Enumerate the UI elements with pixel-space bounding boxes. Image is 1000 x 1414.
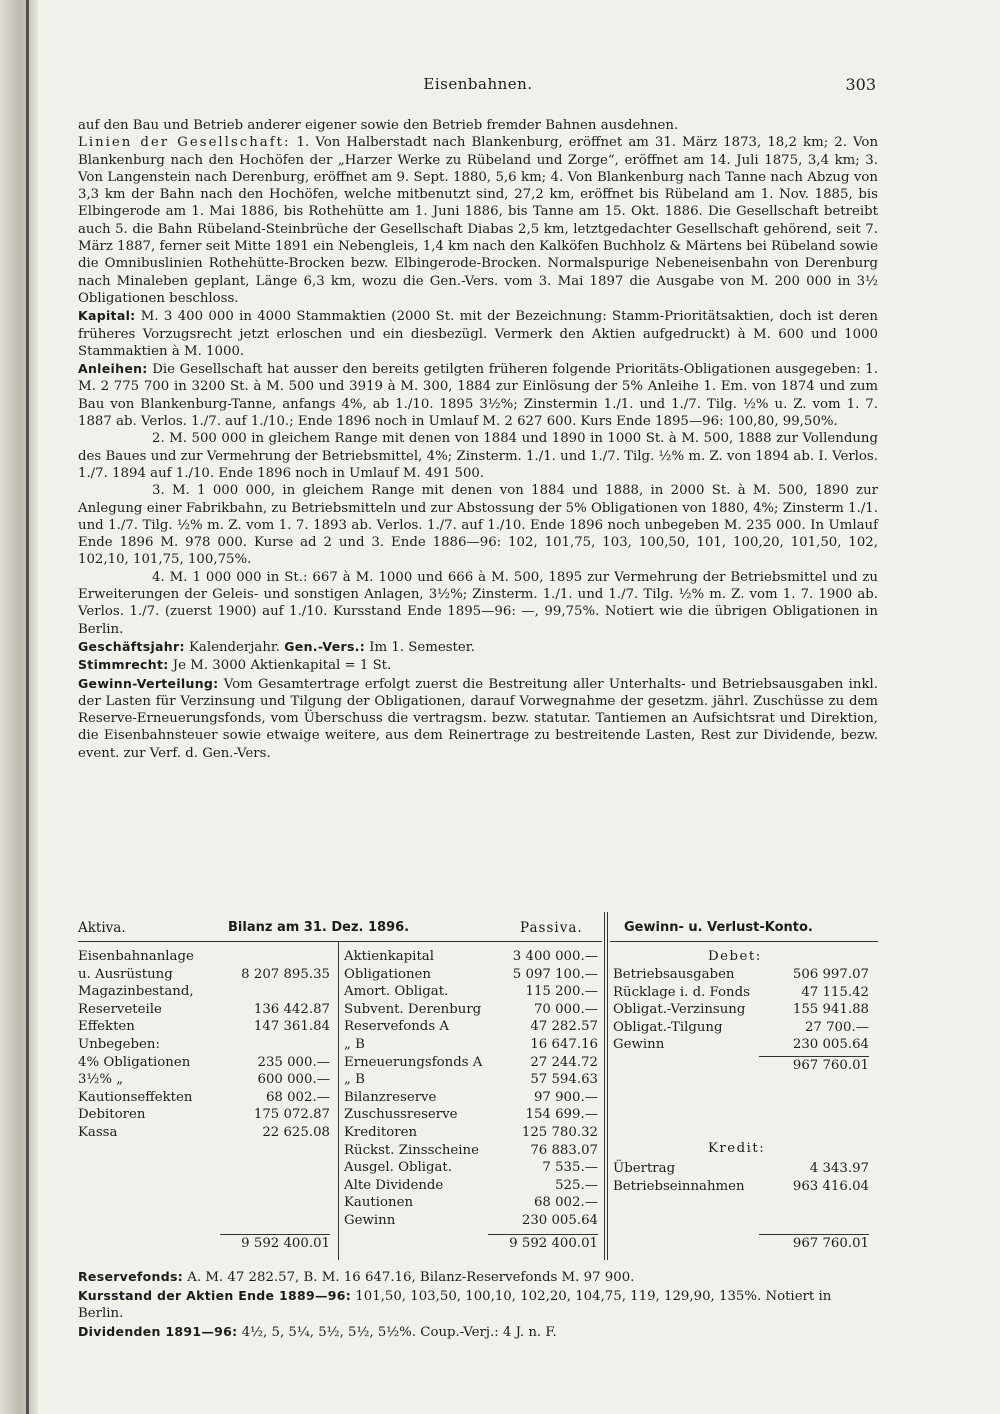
passiva-row-label: Erneuerungsfonds A <box>344 1054 483 1070</box>
paragraph-text: Vom Gesamtertrage erfolgt zuerst die Bestreitung aller Unterhalts- und Betriebsausgaben inkl. der Lasten für Verzinsung und Tilgung der Obligationen, darauf Vorwegnahme der gesetzm. jährl. Zuschüsse zu dem Reserve-Erneuerungsfonds, vom Überschuss die vertragsm. bezw. statutar. Tantiemen an Aufsichtsrat und Direktion, die Eisenbahnsteuer sowie etwaige weitere, aus dem Reinertrage zu bestreitende Lasten, Rest zur Dividende, bezw. event. zur Verf. d. Gen.-Vers. <box>78 676 878 761</box>
footer-note-text: 4½, 5, 5¼, 5½, 5½, 5½%. Coup.-Verj.: 4 J. n. F. <box>237 1324 557 1340</box>
footer-note-label: Dividenden 1891—96: <box>78 1323 238 1339</box>
passiva-row-label: Gewinn <box>344 1213 396 1228</box>
passiva-row <box>344 1089 598 1107</box>
aktiva-row <box>78 1106 330 1124</box>
passiva-row-label: Rückst. Zinsscheine <box>344 1142 479 1158</box>
debet-row-amount: 27 700.— <box>804 1019 869 1035</box>
aktiva-row <box>78 948 330 966</box>
debet-row <box>613 1001 869 1019</box>
footer-note <box>78 1287 878 1323</box>
paragraph-text: 2. M. 500 000 in gleichem Range mit denen von 1884 und 1890 in 1000 St. à M. 500, 1888 zur Vollendung des Baues und zur Vermehrung der Betriebsmittel, 4%; Zinsterm. 1./1. und 1./7. Tilg. ½% m. Z. von 1894 ab. I. Verlos. 1./7. 1894 auf 1./10. Ende 1896 noch in Umlauf M. 491 500. <box>78 431 878 481</box>
running-title: Eisenbahnen. <box>423 75 533 93</box>
paragraph <box>78 656 878 674</box>
footer-note <box>78 1268 878 1287</box>
paragraph <box>78 430 878 482</box>
aktiva-row-label: 3½% „ <box>78 1072 124 1088</box>
passiva-row-label: „ B <box>344 1072 365 1088</box>
kredit-row <box>613 1178 869 1196</box>
kredit-total <box>613 1234 869 1252</box>
accounts-section <box>78 912 878 1262</box>
passiva-row-label: Alte Dividende <box>344 1177 444 1193</box>
passiva-row <box>344 1071 598 1089</box>
passiva-caption: Passiva. <box>520 920 583 936</box>
passiva-row <box>344 1124 598 1142</box>
paragraph-text: Kalenderjahr. <box>184 639 285 655</box>
passiva-row-amount: 76 883.07 <box>530 1142 598 1158</box>
passiva-row-amount: 70 000.— <box>533 1001 598 1017</box>
passiva-row-amount: 7 535.— <box>542 1160 598 1176</box>
aktiva-row <box>78 1036 330 1054</box>
passiva-row-label: Subvent. Derenburg <box>344 1001 482 1017</box>
gv-top-rule <box>610 941 878 942</box>
paragraph-text: Je M. 3000 Aktienkapital = 1 St. <box>168 658 392 674</box>
aktiva-row-label: u. Ausrüstung <box>78 966 173 982</box>
passiva-row <box>344 948 598 966</box>
passiva-row-label: Aktienkapital <box>344 949 434 964</box>
aktiva-row <box>78 1054 330 1072</box>
debet-total <box>613 1056 869 1074</box>
aktiva-row-amount: 22 625.08 <box>262 1125 330 1140</box>
footer-notes <box>78 1268 878 1341</box>
paragraph <box>78 360 878 430</box>
aktiva-row-label: Effekten <box>78 1019 135 1035</box>
kredit-row <box>613 1160 869 1178</box>
passiva-row-amount: 57 594.63 <box>530 1072 598 1088</box>
footer-note-label: Reservefonds: <box>78 1269 184 1284</box>
passiva-row <box>344 1212 598 1230</box>
aktiva-row-label: Kautionseffekten <box>78 1089 193 1105</box>
aktiva-row-label: Magazinbestand, <box>78 984 194 1000</box>
debet-row <box>613 984 869 1002</box>
debet-row <box>613 1019 869 1037</box>
passiva-row <box>344 1018 598 1036</box>
debet-row-amount: 230 005.64 <box>792 1037 869 1053</box>
aktiva-row-label: Eisenbahnanlage <box>78 949 194 964</box>
aktiva-row-amount: 147 361.84 <box>253 1019 330 1035</box>
kredit-row-amount: 4 343.97 <box>809 1161 869 1176</box>
passiva-row-amount: 125 780.32 <box>521 1125 598 1140</box>
passiva-row <box>344 1142 598 1160</box>
aktiva-row-amount: 235 000.— <box>257 1054 330 1070</box>
debet-row-amount: 506 997.07 <box>792 967 869 982</box>
paragraph-text: Die Gesellschaft hat ausser den bereits getilgten früheren folgende Prioritäts-Obligationen ausgegeben: 1. M. 2 775 700 in 3200 St. à M. 500 und 3919 à M. 300, 1884 zur Einlösung der 5% Anleihe 1. Em. von 1874 und zum Bau von Blankenburg-Tanne, anfangs 4%, ab 1./10. 1895 3½%; Zinstermin 1./1. und 1./7. Tilg. ½% u. Z. vom 1. 7. 1887 ab. Verlos. 1./7. auf 1./10.; Ende 1896 noch in Umlauf M. 2 627 600. Kurs Ende 1895—96: 100,80, 99,50%. <box>78 362 878 430</box>
debet-row-amount: 155 941.88 <box>792 1002 869 1018</box>
passiva-row-label: Kautionen <box>344 1195 414 1211</box>
paragraph-label: Stimmrecht: <box>78 657 169 673</box>
paragraph-text: 4. M. 1 000 000 in St.: 667 à M. 1000 und 666 à M. 500, 1895 zur Vermehrung der Betriebsmittel und zu Erweiterungen der Geleis- und sonstigen Anlagen, 3½%; Zinsterm. 1./1. und 1./7. Tilg. ½% m. Z. vom 1. 7. 1900 ab. Verlos. 1./7. (zuerst 1900) auf 1./10. Kursstand Ende 1895—96: —, 99,75%. Notiert wie die übrigen Obligationen in Berlin. <box>78 569 878 637</box>
passiva-row <box>344 1036 598 1054</box>
passiva-row-amount: 27 244.72 <box>530 1054 598 1070</box>
passiva-row-label: Reservefonds A <box>344 1019 449 1035</box>
footer-note-label: Kursstand der Aktien Ende 1889—96: <box>78 1287 352 1303</box>
footer-note-text: 101,50, 103,50, 100,10, 102,20, 104,75, 119, 129,90, 135%. Notiert in Berlin. <box>78 1288 832 1321</box>
paragraph-text: 1. Von Halberstadt nach Blankenburg, eröffnet am 31. März 1873, 18,2 km; 2. Von Blankenburg nach den Hochöfen der „Harzer Werke zu Rübeland und Zorge“, eröffnet am 14. Juli 1875, 3,4 km; 3. Von Langenstein nach Derenburg, eröffnet am 9. Sept. 1880, 5,6 km; 4. Von Blankenburg nach Tanne nach Abzug von 3,3 km der Bahn nach den Hochöfen, welche mitbenutzt sind, 27,2 km, eröffnet bis Rübeland am 1. Nov. 1885, bis Elbingerode am 1. Mai 1886, bis Rothehütte am 1. Juni 1886, bis Tanne am 15. Okt. 1886. Die Gesellschaft betreibt auch 5. die Bahn Rübeland-Steinbrüche der Gesellschaft Diabas 2,5 km, letztgedachter Gesellschaft gehörend, seit 7. März 1887, ferner seit Mitte 1891 ein Nebengleis, 1,4 km nach den Kalköfen Buchholz & Märtens bei Rübeland sowie die Omnibuslinien Rothehütte-Brocken bezw. Elbingerode-Brocken. Normalspurige Nebeneisenbahn von Derenburg nach Minaleben geplant, Länge 6,3 km, wozu die Gen.-Vers. vom 3. Mai 1897 die Ausgabe von M. 200 000 in 3½ Obligationen beschloss. <box>78 135 879 306</box>
passiva-row <box>344 1054 598 1072</box>
debet-row <box>613 1036 869 1054</box>
aktiva-row <box>78 1089 330 1107</box>
debet-row <box>613 966 869 984</box>
aktiva-row-label: Kassa <box>78 1125 118 1140</box>
debet-caption: Debet: <box>708 949 762 964</box>
paragraph <box>78 134 878 307</box>
aktiva-row-label: Reserveteile <box>78 1001 162 1017</box>
passiva-row-amount: 230 005.64 <box>521 1213 598 1228</box>
paragraph-text: M. 3 400 000 in 4000 Stammaktien (2000 St. mit der Bezeichnung: Stamm-Prioritätsaktien, doch ist deren früheres Vorzugsrecht jetzt erloschen und ein diesbezügl. Vermerk den Aktien aufgedruckt) à M. 600 und 1000 Stammaktien à M. 1000. <box>78 309 878 359</box>
passiva-row <box>344 1194 598 1212</box>
passiva-row <box>344 1106 598 1124</box>
paragraph-label: Anleihen: <box>78 361 148 377</box>
paragraph-text: Im 1. Semester. <box>365 639 475 655</box>
passiva-row-label: „ B <box>344 1037 365 1052</box>
passiva-row-amount: 16 647.16 <box>530 1037 598 1052</box>
passiva-row-amount: 525.— <box>555 1177 598 1193</box>
passiva-row <box>344 1001 598 1019</box>
aktiva-row <box>78 1071 330 1089</box>
paragraph-label: Kapital: <box>78 308 136 324</box>
aktiva-row <box>78 966 330 984</box>
balance-middle-rule <box>338 942 339 1260</box>
passiva-row-label: Amort. Obligat. <box>344 984 449 1000</box>
paragraph <box>78 569 878 638</box>
kredit-row-amount: 963 416.04 <box>792 1178 869 1194</box>
paragraph-label: Gewinn-Verteilung: <box>78 675 219 691</box>
kredit-caption: Kredit: <box>708 1141 766 1156</box>
paragraph-text: auf den Bau und Betrieb anderer eigener sowie den Betrieb fremder Bahnen ausdehnen. <box>78 118 679 133</box>
aktiva-row-amount: 136 442.87 <box>253 1001 330 1017</box>
balance-title: Bilanz am 31. Dez. 1896. <box>228 920 410 935</box>
book-spine-shadow <box>0 0 38 1414</box>
passiva-row-amount: 115 200.— <box>525 984 598 1000</box>
kredit-total-amount: 967 760.01 <box>759 1234 869 1253</box>
aktiva-row-amount: 175 072.87 <box>253 1107 330 1123</box>
paragraph <box>78 638 878 656</box>
paragraph-label: Linien der Gesellschaft: <box>78 135 291 151</box>
debet-total-amount: 967 760.01 <box>759 1056 869 1075</box>
aktiva-row-label: 4% Obligationen <box>78 1054 191 1070</box>
passiva-row <box>344 1159 598 1177</box>
page-header <box>80 75 876 95</box>
aktiva-row <box>78 983 330 1001</box>
passiva-row-label: Bilanzreserve <box>344 1089 437 1105</box>
body-text <box>78 117 878 762</box>
footer-note-text: A. M. 47 282.57, B. M. 16 647.16, Bilanz-Reservefonds M. 97 900. <box>183 1270 635 1285</box>
debet-row-label: Obligat.-Tilgung <box>613 1019 723 1035</box>
aktiva-row-amount: 8 207 895.35 <box>241 966 330 982</box>
aktiva-total-amount: 9 592 400.01 <box>220 1234 330 1253</box>
passiva-row-amount: 97 900.— <box>533 1089 598 1105</box>
aktiva-row-amount: 600 000.— <box>257 1072 330 1088</box>
aktiva-row <box>78 1001 330 1019</box>
passiva-total <box>344 1234 598 1252</box>
paragraph <box>78 482 878 568</box>
passiva-row-amount: 3 400 000.— <box>512 949 598 964</box>
paragraph <box>78 117 878 134</box>
balance-top-rule <box>78 941 602 942</box>
debet-row-label: Betriebsausgaben <box>613 967 735 982</box>
paragraph-label: Geschäftsjahr: <box>78 638 185 654</box>
kredit-row-label: Übertrag <box>613 1161 676 1176</box>
debet-row-label: Obligat.-Verzinsung <box>613 1002 746 1018</box>
balance-right-rule <box>604 912 605 1260</box>
aktiva-total <box>78 1234 330 1252</box>
passiva-row-amount: 154 699.— <box>525 1107 598 1123</box>
gv-title: Gewinn- u. Verlust-Konto. <box>624 920 813 935</box>
passiva-row-label: Zuschussreserve <box>344 1107 458 1123</box>
aktiva-row-label: Unbegeben: <box>78 1037 160 1052</box>
paragraph-text: 3. M. 1 000 000, in gleichem Range mit denen von 1884 und 1888, in 2000 St. à M. 500, 1890 zur Anlegung einer Fabrikbahn, zu Betriebsmitteln und zur Abstossung der 5% Obligationen von 1880, 4%; Zinsterm 1./1. und 1./7. Tilg. ½% m. Z. vom 1. 7. 1893 ab. Verlos. 1./7. auf 1./10. Ende 1896 noch unbegeben M. 235 000. In Umlauf Ende 1896 M. 978 000. Kurse ad 2 und 3. Ende 1886—96: 102, 101,75, 103, 100,50, 101, 100,20, 101,50, 102, 102,10, 101,75, 100,75%. <box>78 483 878 568</box>
passiva-row-label: Kreditoren <box>344 1125 418 1140</box>
aktiva-row <box>78 1124 330 1142</box>
paragraph <box>78 675 878 762</box>
paragraph-label: Gen.-Vers.: <box>284 638 366 654</box>
passiva-row-amount: 47 282.57 <box>530 1019 598 1035</box>
debet-row-amount: 47 115.42 <box>801 984 869 1000</box>
balance-right-rule-2 <box>607 912 608 1260</box>
debet-row-label: Rücklage i. d. Fonds <box>613 984 750 1000</box>
aktiva-caption: Aktiva. <box>78 920 126 936</box>
footer-note <box>78 1323 878 1342</box>
binding-edge-line <box>26 0 29 1414</box>
debet-row-label: Gewinn <box>613 1037 665 1053</box>
paragraph <box>78 307 878 360</box>
passiva-row-amount: 5 097 100.— <box>512 966 598 982</box>
passiva-row-label: Obligationen <box>344 966 431 982</box>
passiva-row <box>344 983 598 1001</box>
passiva-row <box>344 966 598 984</box>
aktiva-row-amount: 68 002.— <box>265 1089 330 1105</box>
passiva-row-amount: 68 002.— <box>533 1195 598 1211</box>
aktiva-row <box>78 1018 330 1036</box>
passiva-total-amount: 9 592 400.01 <box>488 1234 598 1253</box>
passiva-row <box>344 1177 598 1195</box>
page-number: 303 <box>845 75 876 94</box>
passiva-row-label: Ausgel. Obligat. <box>344 1160 453 1176</box>
aktiva-row-label: Debitoren <box>78 1107 146 1123</box>
kredit-row-label: Betriebseinnahmen <box>613 1178 745 1194</box>
